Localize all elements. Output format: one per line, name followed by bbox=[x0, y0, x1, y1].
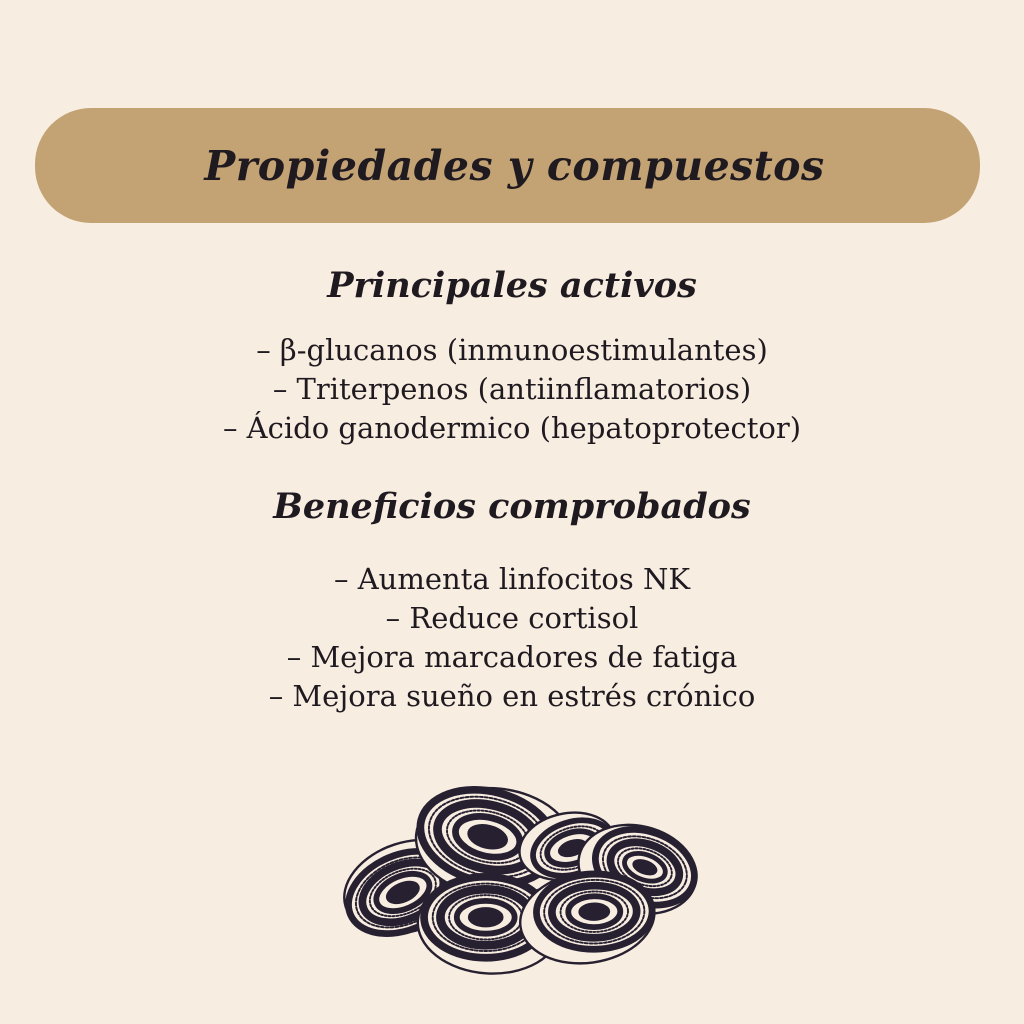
reishi-mushroom-illustration bbox=[330, 773, 702, 985]
list-item: – Reduce cortisol bbox=[385, 601, 639, 635]
section-heading-principales-activos: Principales activos bbox=[327, 265, 697, 306]
actives-list bbox=[0, 331, 1024, 448]
benefits-list bbox=[0, 560, 1024, 716]
list-item: – Aumenta linfocitos NK bbox=[333, 562, 691, 596]
list-item: – Mejora sueño en estrés crónico bbox=[268, 679, 756, 713]
list-item: – Triterpenos (antiinflamatorios) bbox=[272, 372, 752, 406]
section-heading-beneficios-comprobados: Beneficios comprobados bbox=[273, 486, 751, 527]
list-item: – Mejora marcadores de fatiga bbox=[286, 640, 738, 674]
title-banner bbox=[35, 108, 980, 223]
page-title: Propiedades y compuestos bbox=[204, 141, 825, 190]
list-item: – Ácido ganodermico (hepatoprotector) bbox=[222, 411, 802, 445]
list-item: – β-glucanos (inmunoestimulantes) bbox=[256, 333, 768, 367]
content-area bbox=[0, 223, 1024, 716]
